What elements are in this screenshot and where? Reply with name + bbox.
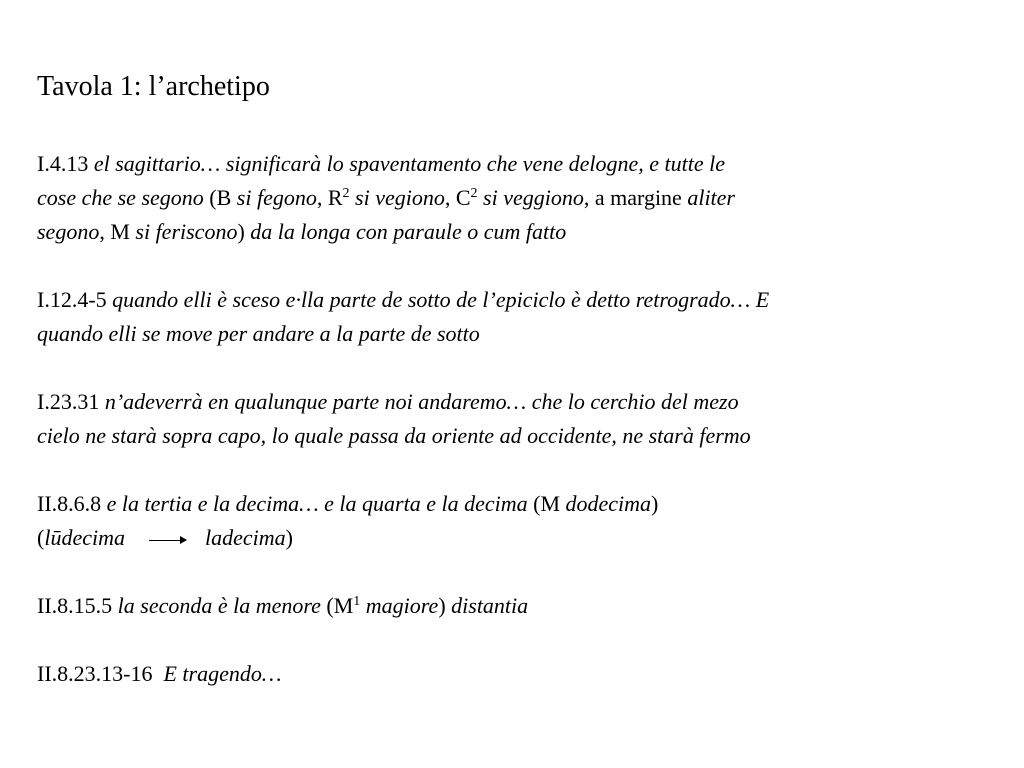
variant-text: (M — [527, 491, 566, 516]
superscript: 2 — [342, 186, 350, 201]
entry-reference: I.4.13 — [37, 151, 89, 176]
quote-text: da la longa con paraule o cum fatto — [250, 219, 567, 244]
variant-text: ( — [37, 525, 45, 550]
variant-text: ) — [237, 219, 251, 244]
variant-reading: aliter — [687, 185, 735, 210]
entry-reference: II.8.6.8 — [37, 491, 102, 516]
entry-reference: II.8.23.13-16 — [37, 661, 153, 686]
quote-text: la seconda è la menore — [117, 593, 321, 618]
entry-line — [37, 317, 997, 351]
right-arrow-icon — [149, 535, 187, 545]
quote-text: cielo ne starà sopra capo, lo quale passa da oriente ad occidente, ne starà fermo — [37, 423, 751, 448]
variant-reading: si vegiono — [355, 185, 445, 210]
variant-reading: magiore — [365, 593, 439, 618]
entry-line — [37, 147, 997, 181]
entry-reference: I.12.4-5 — [37, 287, 107, 312]
entry-line — [37, 521, 997, 555]
variant-text: , M — [99, 219, 136, 244]
entry-line — [37, 487, 997, 521]
variant-reading: segono — [37, 219, 100, 244]
superscript: 1 — [353, 594, 361, 609]
quote-text: quando elli se move per andare a la parte de sotto — [37, 321, 480, 346]
entry-line — [37, 283, 997, 317]
entry-ii-8-6-8 — [37, 487, 997, 555]
entry-i-23-31 — [37, 385, 997, 453]
variant-reading: dodecima — [565, 491, 652, 516]
entry-reference: II.8.15.5 — [37, 593, 113, 618]
superscript: 2 — [470, 186, 478, 201]
variant-text: , a margine — [583, 185, 688, 210]
entry-line — [37, 215, 997, 249]
variant-text: ) — [438, 593, 452, 618]
quote-text: quando elli è sceso e·lla parte de sotto de l’epiciclo è detto retrogrado… E — [112, 287, 770, 312]
entry-ii-8-15-5 — [37, 589, 997, 623]
entry-line — [37, 181, 997, 215]
variant-reading: si fegono — [236, 185, 317, 210]
quote-text: E tragendo… — [163, 661, 282, 686]
variant-text: ) — [651, 491, 659, 516]
variant-text: (B — [203, 185, 237, 210]
variant-reading: si feriscono — [135, 219, 238, 244]
entry-reference: I.23.31 — [37, 389, 100, 414]
entries-list — [37, 147, 997, 725]
entry-i-4-13 — [37, 147, 997, 249]
variant-text: , C — [444, 185, 471, 210]
entry-ii-8-23-13-16 — [37, 657, 997, 691]
entry-line — [37, 657, 997, 691]
variant-text: (M — [320, 593, 354, 618]
entry-line — [37, 385, 997, 419]
quote-text: n’adeverrà en qualunque parte noi andaremo… che lo cerchio del mezo — [104, 389, 739, 414]
variant-reading: ladecima — [204, 525, 286, 550]
entry-line — [37, 419, 997, 453]
slide-title: Tavola 1: l’archetipo — [37, 71, 270, 102]
quote-text: cose che se segono — [37, 185, 204, 210]
variant-reading: lūdecima — [44, 525, 125, 550]
entry-i-12-4-5 — [37, 283, 997, 351]
quote-text: distantia — [451, 593, 529, 618]
quote-text: el sagittario… significarà lo spaventamento che vene delogne, e tutte le — [93, 151, 725, 176]
quote-text: e la tertia e la decima… e la quarta e la decima — [106, 491, 528, 516]
entry-line — [37, 589, 997, 623]
variant-text: , R — [316, 185, 343, 210]
variant-reading: si veggiono — [483, 185, 584, 210]
variant-text: ) — [285, 525, 293, 550]
